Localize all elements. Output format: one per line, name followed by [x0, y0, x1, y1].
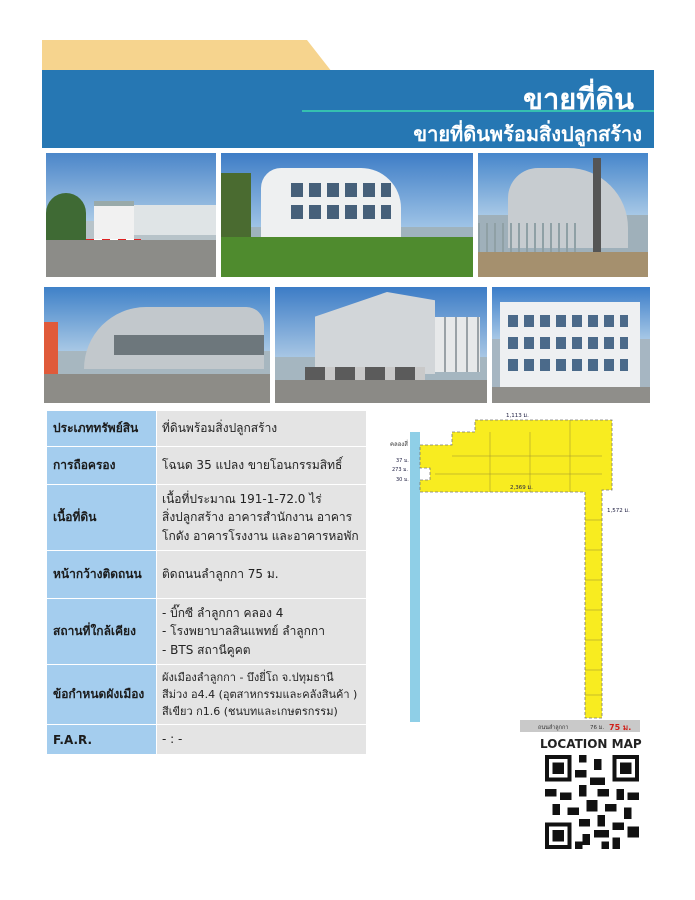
table-row — [47, 485, 367, 551]
photo-entrance-gate — [46, 153, 216, 277]
row-value: ผังเมืองลำลูกกา - บึงยี่โถ จ.ปทุมธานี สีม่วง อ4.4 (อุตสาหกรรมและคลังสินค้า ) สีเขียว ก1.6 (ชนบทและเกษตรกรรม) — [157, 665, 367, 725]
page-subtitle: ขายที่ดินพร้อมสิ่งปลูกสร้าง — [413, 122, 642, 146]
row-label: หน้ากว้างติดถนน — [47, 551, 157, 599]
table-row — [47, 599, 367, 665]
table-row — [47, 447, 367, 485]
header-accent-tab — [42, 40, 332, 72]
qr-code[interactable] — [545, 755, 639, 849]
frontage-label: 75 ม. — [609, 723, 632, 732]
row-value: โฉนด 35 แปลง ขายโอนกรรมสิทธิ์ — [157, 447, 367, 485]
row-label: เนื้อที่ดิน — [47, 485, 157, 551]
dim-label: 37 ม. — [396, 458, 409, 464]
dim-label: 273 ม. — [392, 467, 409, 473]
row-value: ที่ดินพร้อมสิ่งปลูกสร้าง — [157, 411, 367, 447]
row-label: ประเภททรัพย์สิน — [47, 411, 157, 447]
photo-warehouse-fence — [478, 153, 648, 277]
row-label: สถานที่ใกล้เคียง — [47, 599, 157, 665]
table-row — [47, 551, 367, 599]
page-title: ขายที่ดิน — [523, 82, 634, 116]
table-row — [47, 665, 367, 725]
road-width-label: 76 ม. — [590, 725, 605, 731]
row-label: ข้อกำหนดผังเมือง — [47, 665, 157, 725]
row-value: เนื้อที่ประมาณ 191-1-72.0 ไร่ สิ่งปลูกสร้าง อาคารสำนักงาน อาคาร โกดัง อาคารโรงงาน และอาคารหอพัก — [157, 485, 367, 551]
photo-office-building — [221, 153, 473, 277]
location-map — [380, 410, 648, 740]
dim-label: 2,369 ม. — [510, 485, 533, 491]
row-value: - : - — [157, 725, 367, 755]
canal — [410, 432, 420, 722]
photo-factory-side — [44, 287, 270, 403]
location-map-title: LOCATION MAP — [540, 737, 642, 751]
table-row — [47, 411, 367, 447]
dim-label: 1,572 ม. — [607, 508, 630, 514]
row-label: F.A.R. — [47, 725, 157, 755]
dim-label: 30 ม. — [396, 477, 409, 483]
table-row — [47, 725, 367, 755]
land-parcel — [420, 420, 612, 718]
photo-factory-silos — [275, 287, 487, 403]
row-value: - บิ๊กซี ลำลูกกา คลอง 4 - โรงพยาบาลสินแพทย์ ลำลูกกา - BTS สถานีคูคต — [157, 599, 367, 665]
row-label: การถือครอง — [47, 447, 157, 485]
road-label: ถนนลำลูกกา — [538, 725, 569, 731]
dim-label: 1,113 ม. — [506, 413, 529, 419]
photo-dormitory — [492, 287, 650, 403]
property-table — [46, 410, 367, 755]
header-banner — [42, 70, 654, 148]
canal-label: คลองสี่ — [390, 441, 408, 448]
row-value: ติดถนนลำลูกกา 75 ม. — [157, 551, 367, 599]
